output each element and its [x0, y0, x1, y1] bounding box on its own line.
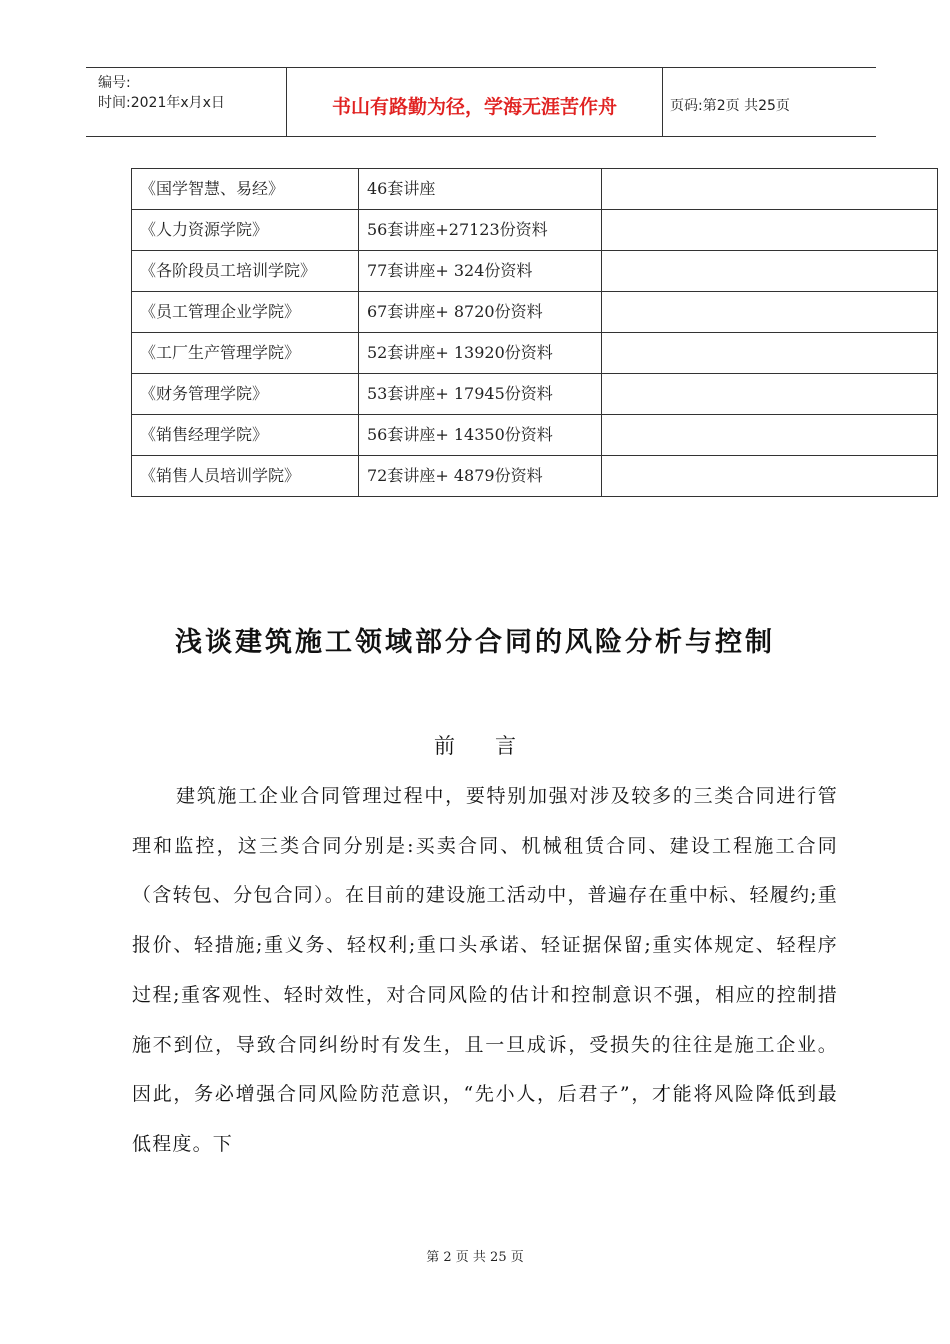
- course-extra-cell: [602, 333, 938, 374]
- course-content-cell: 53套讲座+ 17945份资料: [359, 374, 602, 415]
- course-content-cell: 52套讲座+ 13920份资料: [359, 333, 602, 374]
- course-name-cell: 《人力资源学院》: [132, 210, 359, 251]
- page-header: [86, 67, 876, 137]
- table-row: [132, 251, 938, 292]
- course-extra-cell: [602, 292, 938, 333]
- article-title: 浅谈建筑施工领域部分合同的风险分析与控制: [175, 627, 775, 658]
- course-name-cell: 《财务管理学院》: [132, 374, 359, 415]
- course-extra-cell: [602, 415, 938, 456]
- course-name-cell: 《各阶段员工培训学院》: [132, 251, 359, 292]
- table-row: [132, 292, 938, 333]
- document-date-label: 时间:2021年x月x日: [98, 95, 225, 111]
- course-table-body: [132, 169, 938, 497]
- table-row: [132, 169, 938, 210]
- course-content-cell: 46套讲座: [359, 169, 602, 210]
- section-heading: 前言: [434, 734, 556, 758]
- course-content-cell: 56套讲座+ 14350份资料: [359, 415, 602, 456]
- header-page-info: 页码:第2页 共25页: [670, 98, 790, 114]
- header-motto: 书山有路勤为径，学海无涯苦作舟: [331, 96, 617, 118]
- table-row: [132, 456, 938, 497]
- header-meta-cell: [86, 68, 286, 136]
- course-extra-cell: [602, 210, 938, 251]
- course-extra-cell: [602, 169, 938, 210]
- course-name-cell: 《销售人员培训学院》: [132, 456, 359, 497]
- header-motto-cell: [286, 68, 663, 136]
- course-name-cell: 《工厂生产管理学院》: [132, 333, 359, 374]
- course-name-cell: 《员工管理企业学院》: [132, 292, 359, 333]
- table-row: [132, 333, 938, 374]
- course-table: [131, 168, 938, 497]
- course-extra-cell: [602, 374, 938, 415]
- course-content-cell: 77套讲座+ 324份资料: [359, 251, 602, 292]
- table-row: [132, 374, 938, 415]
- course-name-cell: 《国学智慧、易经》: [132, 169, 359, 210]
- course-content-cell: 72套讲座+ 4879份资料: [359, 456, 602, 497]
- page-footer: 第 2 页 共 25 页: [426, 1250, 524, 1265]
- table-row: [132, 210, 938, 251]
- course-extra-cell: [602, 251, 938, 292]
- course-content-cell: 67套讲座+ 8720份资料: [359, 292, 602, 333]
- document-number-label: 编号:: [98, 75, 131, 91]
- table-row: [132, 415, 938, 456]
- course-content-cell: 56套讲座+27123份资料: [359, 210, 602, 251]
- header-page-cell: [662, 68, 876, 136]
- course-name-cell: 《销售经理学院》: [132, 415, 359, 456]
- course-extra-cell: [602, 456, 938, 497]
- article-paragraph: 建筑施工企业合同管理过程中，要特别加强对涉及较多的三类合同进行管理和监控，这三类合同分别是:买卖合同、机械租赁合同、建设工程施工合同（含转包、分包合同）。在目前的建设施工活动中，普遍存在重中标、轻履约;重报价、轻措施;重义务、轻权利;重口头承诺、轻证据保留;重实体规定、轻程序过程;重客观性、轻时效性，对合同风险的估计和控制意识不强，相应的控制措施不到位，导致合同纠纷时有发生，且一旦成诉，受损失的往往是施工企业。因此，务必增强合同风险防范意识，“先小人，后君子”，才能将风险降低到最低程度。下: [132, 785, 838, 1155]
